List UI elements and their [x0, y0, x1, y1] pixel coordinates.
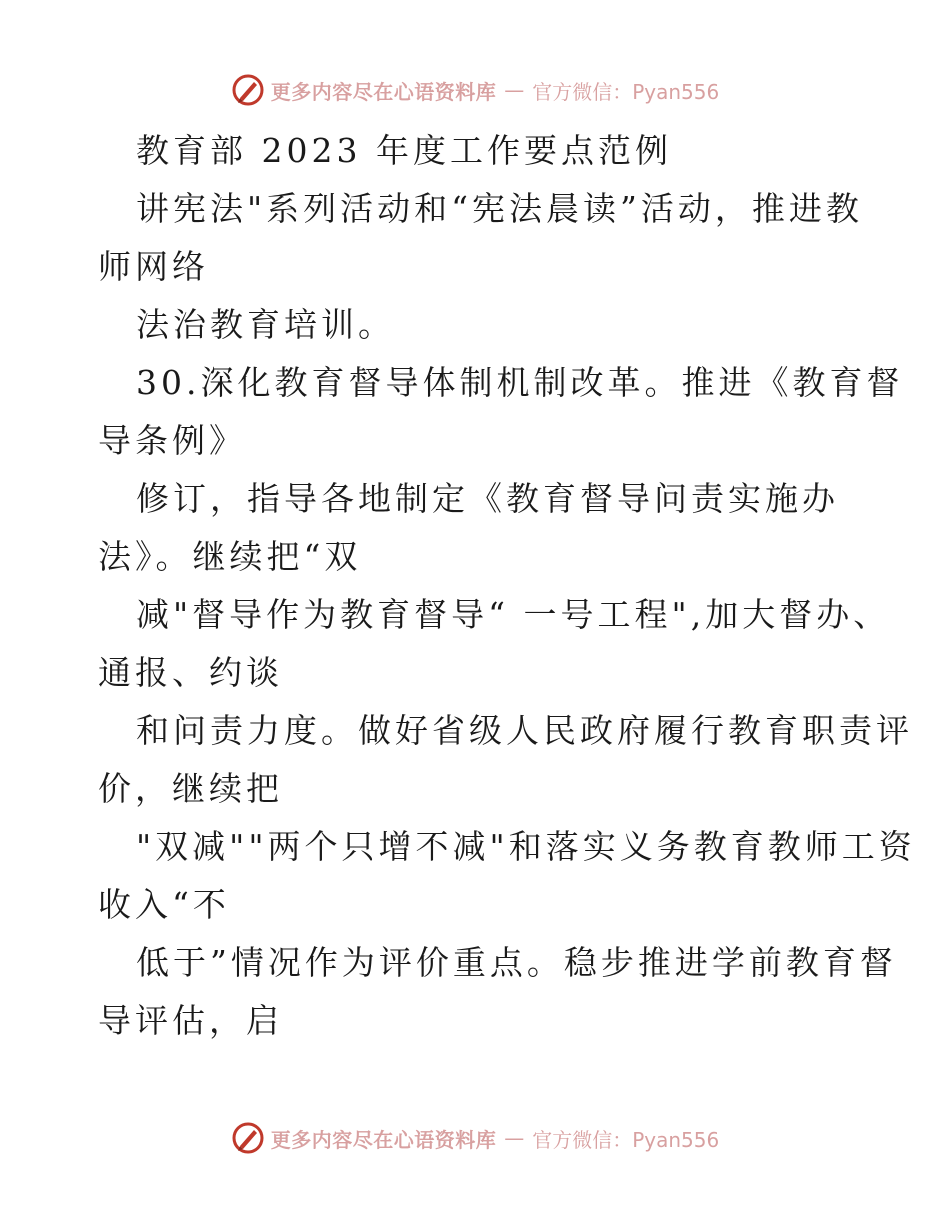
pen-logo-icon: [231, 73, 265, 107]
paragraph-line: 通报、约谈: [98, 653, 283, 692]
footer-banner-inner: [231, 1121, 720, 1155]
header-banner-inner: [231, 73, 720, 107]
paragraph-line: 导评估，启: [98, 1001, 283, 1040]
banner-dash: —: [504, 78, 525, 102]
banner-contact: 官方微信：Pyan556: [532, 1127, 720, 1152]
paragraph-line: 法治教育培训。: [136, 305, 395, 344]
banner-dash: —: [504, 1126, 525, 1150]
banner-contact: 官方微信：Pyan556: [532, 79, 720, 104]
paragraph-line: 修订，指导各地制定《教育督导问责实施办: [136, 479, 839, 518]
paragraph-line: 减"督导作为教育督导“ 一号工程",加大督办、: [136, 595, 891, 634]
paragraph-line: 法》。继续把“双: [98, 537, 362, 576]
paragraph-line: 导条例》: [98, 421, 246, 460]
paragraph-line: 收入“不: [98, 885, 230, 924]
paragraph-line: 和问责力度。做好省级人民政府履行教育职责评: [136, 711, 913, 750]
banner-site-name: 更多内容尽在心语资料库: [270, 1127, 497, 1152]
header-banner: [0, 70, 950, 110]
document-body: [98, 122, 916, 1050]
paragraph-line: 30.深化教育督导体制机制改革。推进《教育督: [136, 363, 904, 402]
banner-site-name: 更多内容尽在心语资料库: [270, 79, 497, 104]
paragraph-line: "双减""两个只增不减"和落实义务教育教师工资: [136, 827, 916, 866]
paragraph-line: 师网络: [98, 247, 209, 286]
footer-banner: [0, 1118, 950, 1158]
pen-logo-icon: [231, 1121, 265, 1155]
paragraph-line: 低于”情况作为评价重点。稳步推进学前教育督: [136, 943, 897, 982]
paragraph-line: 价，继续把: [98, 769, 283, 808]
document-title: 教育部 2023 年度工作要点范例: [136, 131, 672, 170]
paragraph-line: 讲宪法"系列活动和“宪法晨读”活动，推进教: [136, 189, 863, 228]
